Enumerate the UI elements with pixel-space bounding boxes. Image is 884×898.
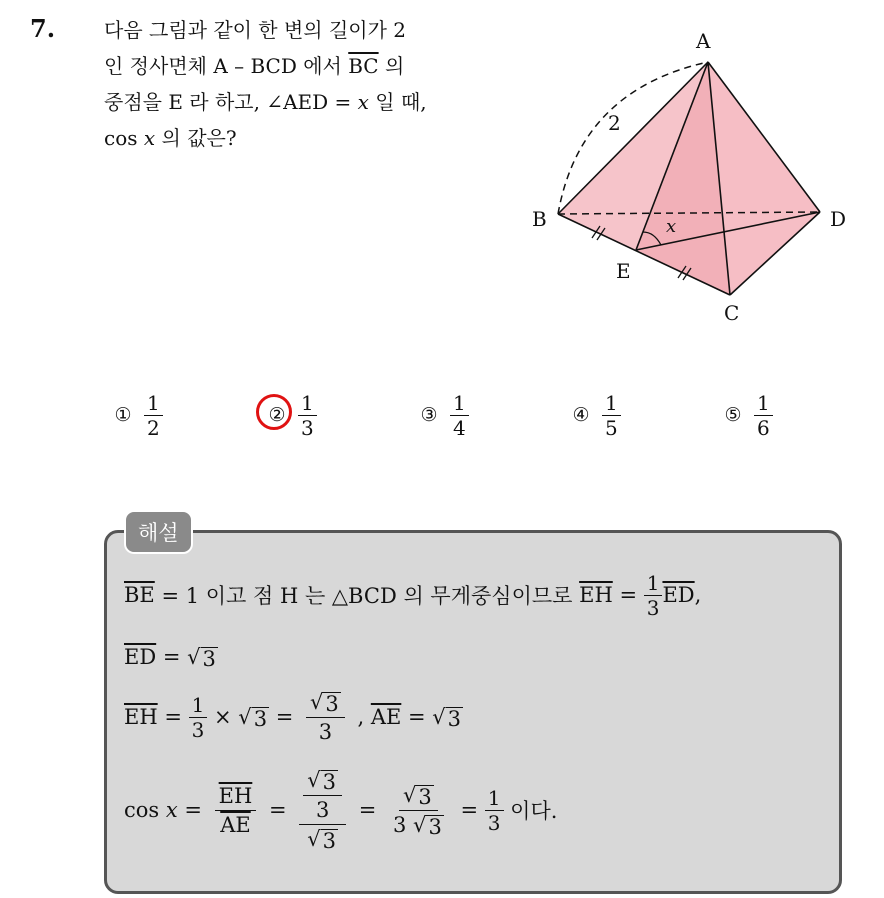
frac-num	[299, 768, 346, 825]
radical-sign: √	[432, 704, 446, 729]
sol-text: 이다.	[503, 799, 558, 823]
sol-text: =	[156, 645, 188, 669]
sol-text: =	[177, 798, 209, 822]
sol-text: =	[262, 798, 294, 822]
question-text-part: cos	[104, 126, 144, 150]
radicand: 3	[428, 814, 442, 839]
frac-num: $\overline{EH}$	[215, 784, 257, 811]
question-text	[104, 12, 514, 156]
frac-den	[303, 825, 342, 852]
frac-den: 3	[191, 717, 205, 742]
question-text-part: 의	[378, 54, 405, 78]
frac-num	[306, 690, 345, 718]
choice-fraction	[602, 391, 621, 440]
label-b: B	[532, 207, 547, 231]
sol-text: =	[269, 705, 301, 729]
variable-x: x	[357, 90, 369, 114]
frac-num: 1	[602, 391, 621, 416]
label-edge-length: 2	[608, 111, 621, 135]
frac-num	[399, 783, 438, 811]
variable-x: x	[165, 798, 178, 822]
label-a: A	[696, 29, 711, 53]
frac-num: 1	[644, 571, 663, 596]
seg-eh: $\overline{EH}$	[124, 705, 158, 729]
choice-fraction	[754, 391, 773, 440]
seg-eh: $\overline{EH}$	[579, 583, 613, 607]
frac-den: 4	[453, 415, 466, 440]
question-text-part: 일 때,	[368, 90, 427, 114]
frac-den: AE	[220, 812, 251, 837]
frac-den: 5	[605, 415, 618, 440]
sqrt-3	[307, 827, 338, 852]
radicand: 3	[322, 829, 337, 853]
sqrt-3	[307, 768, 338, 793]
frac-one-third	[189, 693, 208, 742]
solution-line-2	[124, 640, 218, 674]
frac-den: 6	[757, 415, 770, 440]
radicand: 3	[325, 692, 339, 716]
frac-den: 3	[487, 810, 501, 835]
choice-mark: ③	[420, 404, 438, 426]
solution-line-3	[124, 686, 463, 748]
question-text-part: 인 정사면체 A – BCD 에서	[104, 54, 349, 78]
segment-bc: $\overline{BC}$	[348, 54, 379, 78]
sol-text: ,	[694, 583, 702, 607]
frac-root3-over-3root3	[389, 783, 448, 838]
frac-den: 3	[315, 798, 330, 822]
choice-mark-text: ②	[268, 404, 286, 426]
choice-fraction	[450, 391, 469, 440]
solution-line-4	[124, 758, 557, 862]
seg-ed: $\overline{ED}$	[124, 645, 157, 669]
frac-num: 1	[298, 391, 317, 416]
sqrt-3	[403, 783, 434, 808]
variable-x: x	[143, 126, 156, 150]
seg-ed: $\overline{ED}$	[662, 583, 695, 607]
choice-mark: ④	[572, 404, 590, 426]
frac-answer	[485, 786, 504, 835]
choice-1[interactable]	[108, 380, 163, 450]
sol-text: =	[157, 705, 189, 729]
sol-text: = 1 이고 점 H 는 △BCD 의 무게중심이므로	[154, 584, 580, 608]
label-d: D	[830, 207, 847, 231]
radicand: 3	[447, 706, 462, 731]
frac-root3-over-3	[303, 768, 342, 822]
frac-num: 1	[189, 693, 208, 718]
choice-fraction	[144, 391, 163, 440]
sol-text: =	[352, 798, 383, 822]
radical-sign: √	[307, 768, 321, 792]
frac-den: 3	[646, 595, 660, 620]
sqrt-3	[413, 813, 444, 838]
seg-ae: $\overline{AE}$	[370, 705, 402, 729]
frac-eh-over-ae	[215, 784, 257, 837]
sqrt-3	[187, 645, 218, 670]
choice-mark: ①	[114, 404, 132, 426]
question-number: 7.	[30, 14, 56, 43]
answer-choices	[0, 380, 884, 450]
sol-text: =	[453, 798, 485, 822]
label-angle-x: x	[666, 216, 677, 237]
sol-text: ×	[207, 705, 239, 729]
frac-den: 2	[147, 415, 160, 440]
frac-num: 1	[144, 391, 163, 416]
radical-sign: √	[187, 644, 201, 669]
question-line-4	[104, 120, 514, 156]
frac-one-third	[644, 571, 663, 620]
radicand: 3	[418, 784, 432, 809]
choice-mark: ⑤	[724, 404, 742, 426]
question-text-part: 중점을 E 라 하고, ∠AED =	[104, 90, 358, 114]
solution-line-1	[124, 562, 701, 628]
question-line-1: 다음 그림과 같이 한 변의 길이가 2	[104, 18, 407, 42]
choice-mark	[262, 400, 292, 430]
sol-text: =	[401, 705, 433, 729]
choice-4[interactable]	[566, 380, 621, 450]
radical-sign: √	[310, 690, 324, 714]
frac-num: 1	[485, 786, 504, 811]
frac-den: 3	[301, 415, 314, 440]
frac-num: 1	[754, 391, 773, 416]
choice-3[interactable]	[414, 380, 469, 450]
radical-sign: √	[403, 782, 417, 807]
sqrt-3	[238, 705, 269, 730]
sqrt-3	[310, 690, 341, 715]
frac-num: 1	[450, 391, 469, 416]
label-c: C	[724, 301, 740, 325]
label-e: E	[616, 259, 631, 283]
frac-den	[389, 811, 448, 838]
radicand: 3	[253, 706, 268, 731]
solution-tab: 해설	[124, 510, 193, 554]
sol-text: cos	[124, 798, 166, 822]
choice-fraction	[298, 391, 317, 440]
question-line-2	[104, 48, 514, 84]
question-line-3	[104, 84, 514, 120]
coefficient: 3	[392, 813, 407, 837]
seg-be: $\overline{BE}$	[124, 583, 155, 607]
choice-5[interactable]	[718, 380, 773, 450]
radical-sign: √	[307, 827, 321, 851]
radical-sign: √	[238, 704, 252, 729]
radicand: 3	[322, 770, 337, 794]
sol-text: ,	[350, 705, 371, 729]
sol-text: =	[612, 583, 644, 607]
radicand: 3	[202, 646, 216, 671]
frac-nested	[299, 768, 346, 852]
radical-sign: √	[413, 812, 427, 837]
question-text-part: 의 값은?	[155, 126, 237, 150]
tetrahedron-figure	[520, 20, 860, 340]
selected-circle-mark	[256, 394, 292, 430]
frac-num	[303, 768, 342, 796]
frac-den: 3	[318, 720, 333, 744]
sqrt-3	[432, 705, 463, 730]
choice-2[interactable]	[262, 380, 317, 450]
frac-root3-over-3	[306, 690, 345, 744]
